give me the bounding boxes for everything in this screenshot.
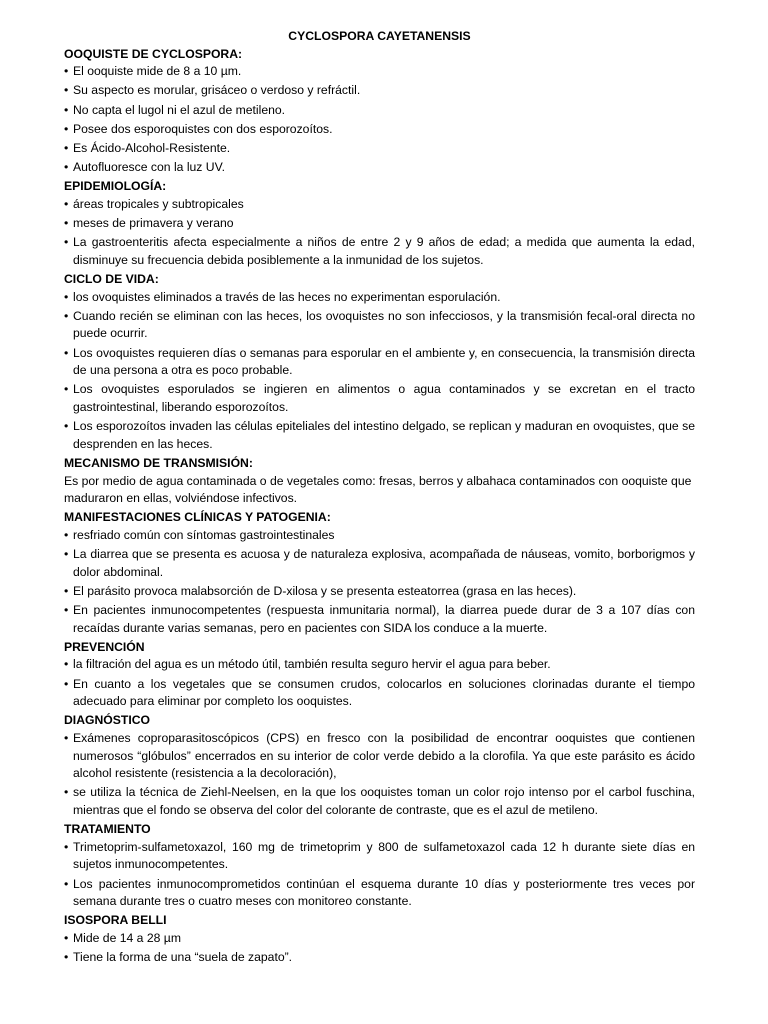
bullet-text: áreas tropicales y subtropicales — [73, 196, 244, 211]
bullet-icon: • — [64, 345, 69, 360]
bullet-icon: • — [64, 547, 69, 562]
bullet-text: En cuanto a los vegetales que se consumen crudos, colocarlos en soluciones clorinadas durante el tiempo adecuado para eliminar por completo los ooquistes. — [73, 676, 695, 709]
bullet-text: Exámenes coproparasitoscópicos (CPS) en fresco con la posibilidad de encontrar ooquistes que contienen numerosos “glóbulos” encerrados en su interior de color verde debido a la clorofila. Ya que este parásito es ácido alcohol resistente (resistencia a la decoloración), — [73, 731, 695, 781]
bullet-item — [64, 839, 695, 874]
bullet-icon: • — [64, 196, 69, 211]
bullet-list — [64, 839, 695, 911]
bullet-text: la filtración del agua es un método útil, también resulta seguro hervir el agua para beber. — [73, 657, 551, 672]
bullet-icon: • — [64, 785, 69, 800]
bullet-item — [64, 234, 695, 269]
section-heading: MECANISMO DE TRANSMISIÓN: — [64, 455, 253, 470]
bullet-icon: • — [64, 876, 69, 891]
bullet-text: Los ovoquistes esporulados se ingieren en alimentos o agua contaminados y se excretan en el tracto gastrointestinal, liberando esporozoítos. — [73, 382, 695, 414]
bullet-item — [64, 289, 695, 307]
section-heading: CICLO DE VIDA: — [64, 272, 159, 287]
bullet-icon: • — [64, 603, 69, 618]
bullet-item — [64, 196, 695, 214]
bullet-icon: • — [64, 216, 69, 231]
bullet-text: Los ovoquistes requieren días o semanas para esporular en el ambiente y, en consecuencia, la transmisión directa de una persona a otra es poco probable. — [73, 345, 695, 378]
bullet-item — [64, 930, 695, 948]
section-heading: EPIDEMIOLOGÍA: — [64, 179, 167, 194]
bullet-list — [64, 930, 695, 967]
bullet-text: Los pacientes inmunocomprometidos continúan el esquema durante 10 días y posteriormente tres veces por semana durante tres o cuatro meses con monitoreo constante. — [73, 876, 695, 909]
bullet-text: La diarrea que se presenta es acuosa y de naturaleza explosiva, acompañada de náuseas, vomito, borborigmos y dolor abdominal. — [73, 547, 695, 579]
bullet-icon: • — [64, 102, 69, 117]
bullet-item — [64, 676, 695, 711]
bullet-item — [64, 308, 695, 343]
bullet-icon: • — [64, 583, 69, 598]
bullet-text: Su aspecto es morular, grisáceo o verdoso y refráctil. — [73, 83, 361, 98]
bullet-item — [64, 546, 695, 581]
bullet-item — [64, 215, 695, 233]
bullet-item — [64, 140, 695, 158]
bullet-text: Tiene la forma de una “suela de zapato”. — [73, 950, 293, 965]
bullet-item — [64, 602, 695, 637]
section-heading: MANIFESTACIONES CLÍNICAS Y PATOGENIA: — [64, 510, 331, 525]
bullet-item — [64, 82, 695, 100]
bullet-text: los ovoquistes eliminados a través de las heces no experimentan esporulación. — [73, 289, 501, 304]
section-heading: OOQUISTE DE CYCLOSPORA: — [64, 46, 243, 61]
bullet-text: Posee dos esporoquistes con dos esporozoítos. — [73, 121, 333, 136]
bullet-item — [64, 345, 695, 380]
bullet-item — [64, 730, 695, 783]
bullet-text: El ooquiste mide de 8 a 10 µm. — [73, 64, 242, 79]
bullet-icon: • — [64, 121, 69, 136]
bullet-item — [64, 876, 695, 911]
bullet-icon: • — [64, 160, 69, 175]
bullet-text: Es Ácido-Alcohol-Resistente. — [73, 140, 231, 155]
bullet-icon: • — [64, 527, 69, 542]
bullet-item — [64, 527, 695, 545]
bullet-item — [64, 583, 695, 601]
bullet-list — [64, 63, 695, 177]
bullet-item — [64, 418, 695, 453]
bullet-icon: • — [64, 731, 69, 746]
bullet-icon: • — [64, 419, 69, 434]
bullet-icon: • — [64, 950, 69, 965]
bullet-text: Autofluoresce con la luz UV. — [73, 160, 225, 175]
bullet-text: meses de primavera y verano — [73, 216, 234, 231]
bullet-list — [64, 289, 695, 454]
bullet-item — [64, 121, 695, 139]
document-body — [64, 46, 695, 967]
bullet-text: El parásito provoca malabsorción de D-xilosa y se presenta esteatorrea (grasa en las heces). — [73, 583, 577, 598]
bullet-item — [64, 63, 695, 81]
bullet-item — [64, 381, 695, 416]
bullet-icon: • — [64, 235, 69, 250]
bullet-icon: • — [64, 676, 69, 691]
bullet-list — [64, 730, 695, 820]
section-heading: DIAGNÓSTICO — [64, 713, 150, 728]
bullet-item — [64, 784, 695, 819]
section-heading: ISOSPORA BELLI — [64, 913, 167, 928]
bullet-text: La gastroenteritis afecta especialmente a niños de entre 2 y 9 años de edad; a medida que aumenta la edad, disminuye su frecuencia debida posiblemente a la inmunidad de los sujetos. — [73, 235, 695, 267]
bullet-icon: • — [64, 140, 69, 155]
bullet-list — [64, 196, 695, 270]
bullet-text: En pacientes inmunocompetentes (respuesta inmunitaria normal), la diarrea puede durar de 3 a 107 días con recaídas durante varias semanas, pero en pacientes con SIDA los conduce a la muerte. — [73, 603, 695, 635]
bullet-text: Mide de 14 a 28 µm — [73, 930, 181, 945]
bullet-text: No capta el lugol ni el azul de metileno. — [73, 102, 286, 117]
bullet-item — [64, 656, 695, 674]
bullet-icon: • — [64, 289, 69, 304]
bullet-item — [64, 102, 695, 120]
bullet-icon: • — [64, 930, 69, 945]
bullet-icon: • — [64, 308, 69, 323]
bullet-list — [64, 527, 695, 637]
section-heading: PREVENCIÓN — [64, 639, 145, 654]
bullet-item — [64, 159, 695, 177]
bullet-icon: • — [64, 657, 69, 672]
bullet-icon: • — [64, 83, 69, 98]
bullet-text: resfriado común con síntomas gastrointestinales — [73, 527, 335, 542]
bullet-icon: • — [64, 382, 69, 397]
bullet-icon: • — [64, 64, 69, 79]
bullet-text: Trimetoprim-sulfametoxazol, 160 mg de trimetoprim y 800 de sulfametoxazol cada 12 h durante siete días en sujetos inmunocompetentes. — [73, 839, 695, 872]
section-paragraph: Es por medio de agua contaminada o de vegetales como: fresas, berros y albahaca contaminados con ooquiste que maduraron en ellas, volviéndose infectivos. — [64, 473, 692, 506]
bullet-item — [64, 949, 695, 967]
document-title: CYCLOSPORA CAYETANENSIS — [288, 29, 471, 43]
bullet-text: Los esporozoítos invaden las células epiteliales del intestino delgado, se replican y maduran en ovoquistes, que se desprenden en las heces. — [73, 419, 695, 451]
bullet-text: se utiliza la técnica de Ziehl-Neelsen, en la que los ooquistes toman un color rojo intenso por el carbol fuschina, mientras que el fondo se observa del color del colorante de contraste, que es el azul de metileno. — [73, 785, 695, 817]
bullet-list — [64, 656, 695, 710]
bullet-text: Cuando recién se eliminan con las heces, los ovoquistes no son infecciosos, y la transmisión fecal-oral directa no puede ocurrir. — [73, 308, 695, 341]
section-heading: TRATAMIENTO — [64, 822, 151, 837]
bullet-icon: • — [64, 839, 69, 854]
